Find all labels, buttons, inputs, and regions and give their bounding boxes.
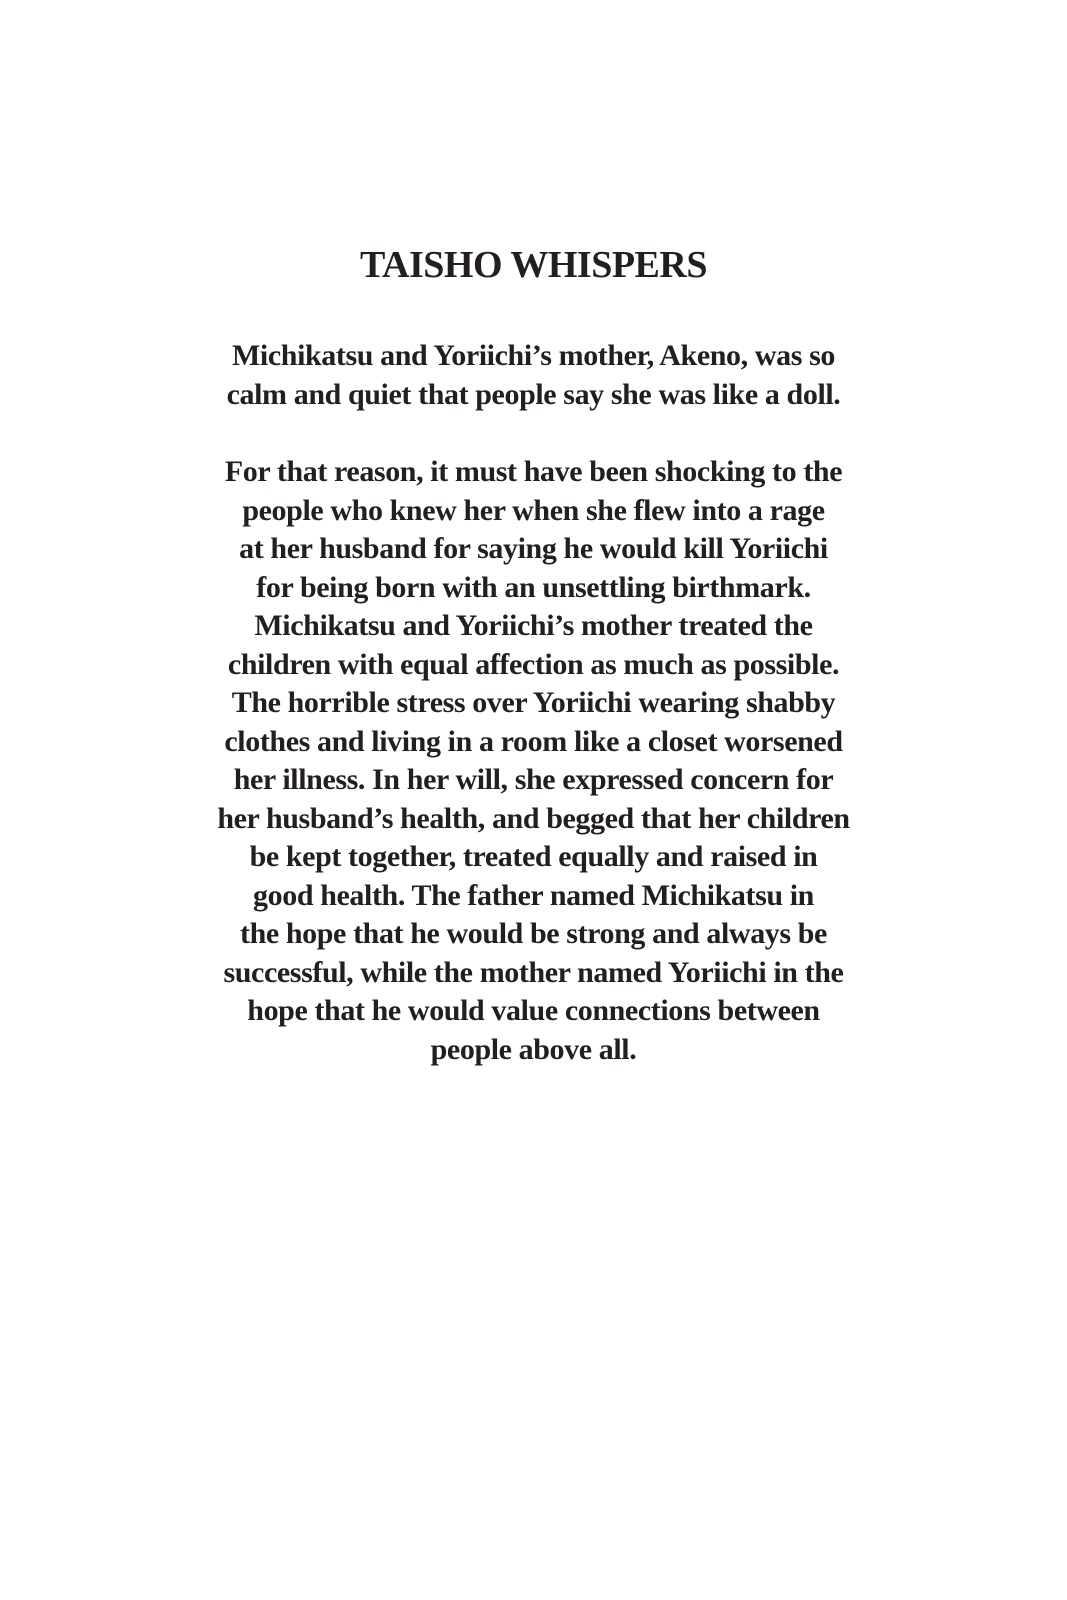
text-line: clothes and living in a room like a closet worsened bbox=[224, 724, 843, 758]
text-line: her illness. In her will, she expressed concern for bbox=[233, 763, 834, 796]
text-line: for being born with an unsettling birthmark. bbox=[256, 570, 811, 604]
text-line: people above all. bbox=[430, 1032, 637, 1066]
text-line: her husband’s health, and begged that her children bbox=[217, 801, 850, 835]
text-line: Michikatsu and Yoriichi’s mother treated the bbox=[254, 609, 813, 642]
body-paragraph-2 bbox=[114, 453, 954, 1069]
text-line: Michikatsu and Yoriichi’s mother, Akeno, was so bbox=[232, 339, 835, 372]
text-line: at her husband for saying he would kill Yoriichi bbox=[239, 532, 828, 565]
text-line: For that reason, it must have been shocking to the bbox=[224, 455, 843, 488]
text-line: The horrible stress over Yoriichi wearing shabby bbox=[231, 686, 836, 719]
page-title: TAISHO WHISPERS bbox=[360, 244, 707, 286]
text-line: be kept together, treated equally and raised in bbox=[249, 840, 818, 873]
text-line: children with equal affection as much as possible. bbox=[227, 647, 840, 681]
text-line: successful, while the mother named Yoriichi in the bbox=[223, 955, 844, 989]
text-line: good health. The father named Michikatsu in bbox=[253, 878, 814, 912]
body-paragraph-1 bbox=[114, 337, 954, 414]
text-line: hope that he would value connections between bbox=[247, 994, 820, 1027]
text-line: calm and quiet that people say she was like a doll. bbox=[226, 377, 841, 411]
text-line: the hope that he would be strong and always be bbox=[240, 917, 827, 950]
text-line: people who knew her when she flew into a rage bbox=[242, 493, 825, 527]
